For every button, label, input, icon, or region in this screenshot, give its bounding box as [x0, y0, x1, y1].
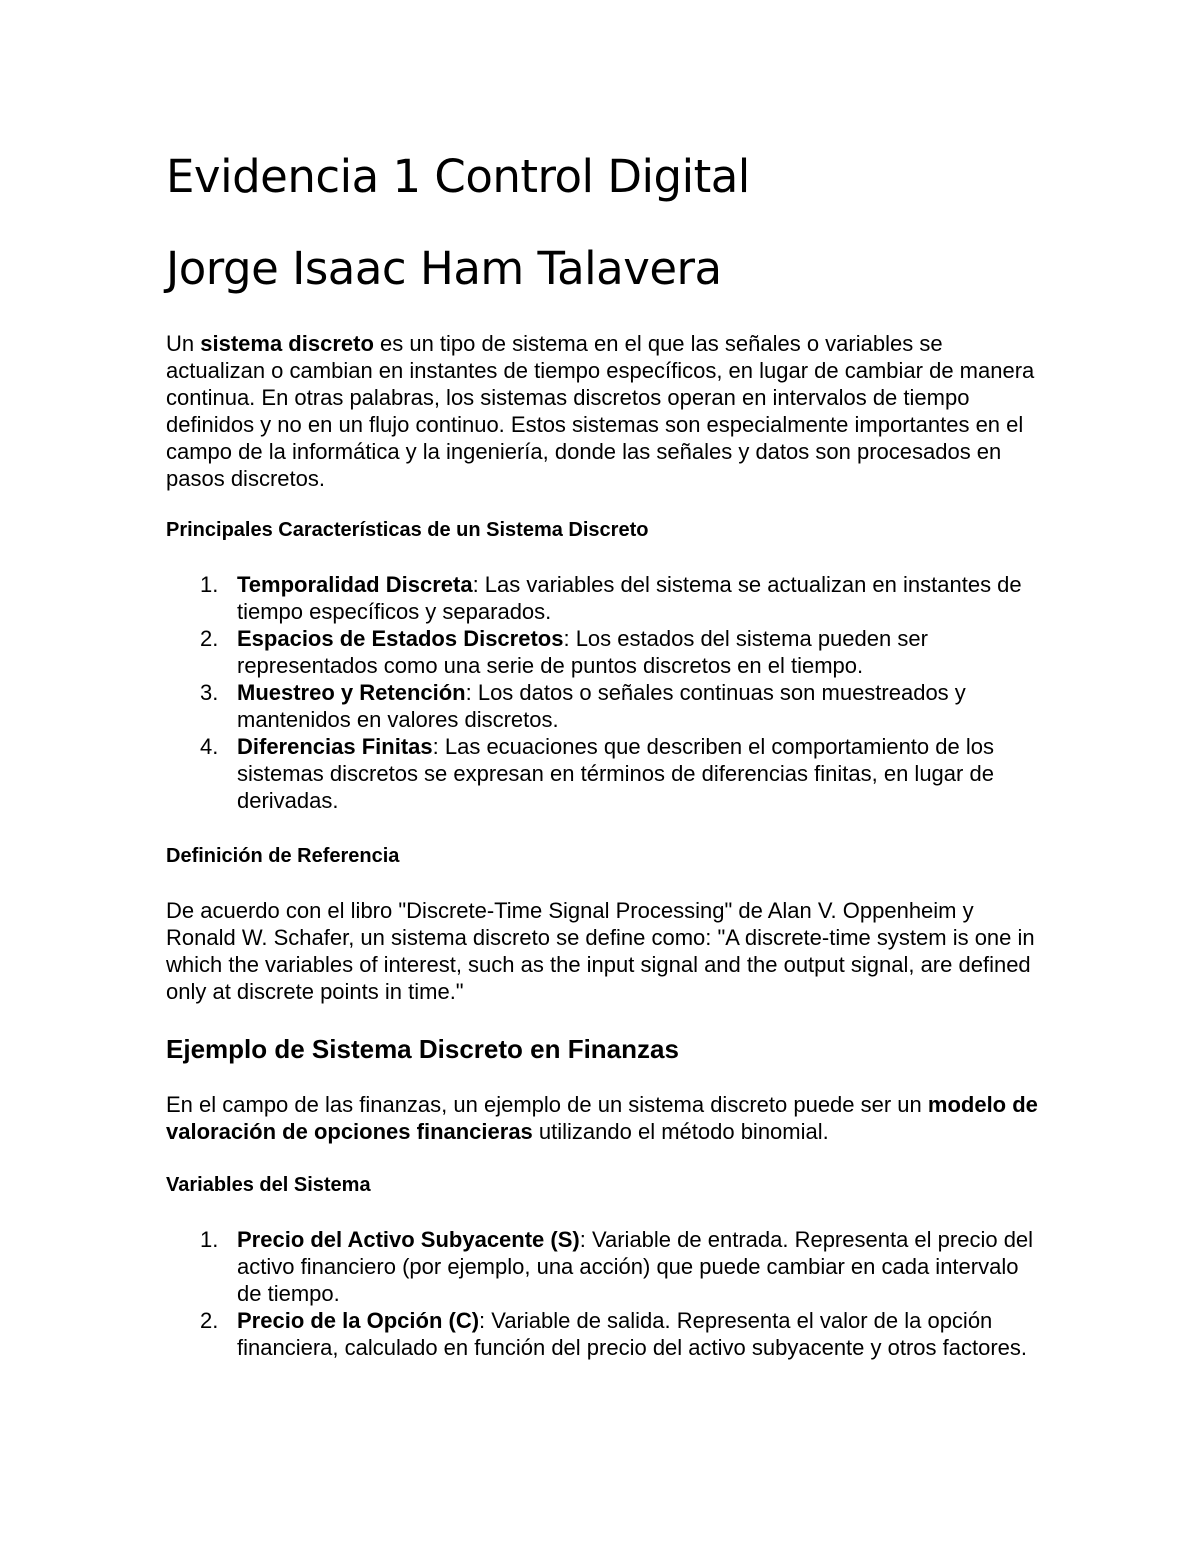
list-number: 3.	[200, 680, 219, 705]
document-title: Evidencia 1 Control Digital	[166, 150, 750, 203]
list-number: 1.	[200, 572, 219, 597]
list-term: Diferencias Finitas	[237, 734, 433, 759]
list-text: : Los estados del sistema pueden ser representados como una serie de puntos discretos en el tiempo.	[237, 626, 928, 678]
example-text-start: En el campo de las finanzas, un ejemplo de un sistema discreto puede ser un	[166, 1092, 928, 1117]
example-heading: Ejemplo de Sistema Discreto en Finanzas	[166, 1034, 679, 1064]
list-text: : Variable de salida. Representa el valor de la opción financiera, calculado en función del precio del activo subyacente y otros factores.	[237, 1308, 1028, 1360]
reference-paragraph: De acuerdo con el libro "Discrete-Time Signal Processing" de Alan V. Oppenheim y Ronald W. Schafer, un sistema discreto se define como: "A discrete-time system is one in which the variables of interest, such as the input signal and the output signal, are defined only at discrete points in time."	[166, 898, 1035, 1004]
list-term: Espacios de Estados Discretos	[237, 626, 564, 651]
list-term: Temporalidad Discreta	[237, 572, 473, 597]
author-name: Jorge Isaac Ham Talavera	[166, 242, 722, 295]
list-item	[166, 1307, 1046, 1361]
list-number: 2.	[200, 1308, 219, 1333]
intro-text-rest: es un tipo de sistema en el que las señales o variables se actualizan o cambian en instantes de tiempo específicos, en lugar de cambiar de manera continua. En otras palabras, los sistemas discretos operan en intervalos de tiempo definidos y no en un flujo continuo. Estos sistemas son especialmente importantes en el campo de la informática y la ingeniería, donde las señales y datos son procesados en pasos discretos.	[166, 331, 1035, 491]
list-number: 2.	[200, 626, 219, 651]
list-item	[166, 679, 1046, 733]
list-term: Muestreo y Retención	[237, 680, 466, 705]
reference-heading: Definición de Referencia	[166, 845, 400, 867]
example-bold-term: modelo de valoración de opciones financieras	[166, 1092, 1038, 1144]
list-text: : Los datos o señales continuas son muestreados y mantenidos en valores discretos.	[237, 680, 966, 732]
variables-list	[166, 1226, 1046, 1361]
list-number: 4.	[200, 734, 219, 759]
list-term: Precio de la Opción (C)	[237, 1308, 480, 1333]
list-text: : Variable de entrada. Representa el precio del activo financiero (por ejemplo, una acción) que puede cambiar en cada intervalo de tiempo.	[237, 1227, 1034, 1306]
list-term: Precio del Activo Subyacente (S)	[237, 1227, 580, 1252]
variables-heading: Variables del Sistema	[166, 1174, 371, 1196]
intro-bold-term: sistema discreto	[200, 331, 374, 356]
intro-text-start: Un	[166, 331, 201, 356]
list-item	[166, 571, 1046, 625]
example-text-rest: utilizando el método binomial.	[532, 1119, 829, 1144]
list-item	[166, 733, 1046, 814]
characteristics-heading: Principales Características de un Sistema Discreto	[166, 519, 649, 541]
intro-paragraph	[166, 330, 1046, 492]
characteristics-list	[166, 571, 1046, 814]
list-item	[166, 1226, 1046, 1307]
list-text: : Las ecuaciones que describen el comportamiento de los sistemas discretos se expresan en términos de diferencias finitas, en lugar de derivadas.	[237, 734, 994, 813]
list-item	[166, 625, 1046, 679]
example-paragraph	[166, 1091, 1046, 1145]
list-number: 1.	[200, 1227, 219, 1252]
list-text: : Las variables del sistema se actualizan en instantes de tiempo específicos y separados.	[237, 572, 1022, 624]
